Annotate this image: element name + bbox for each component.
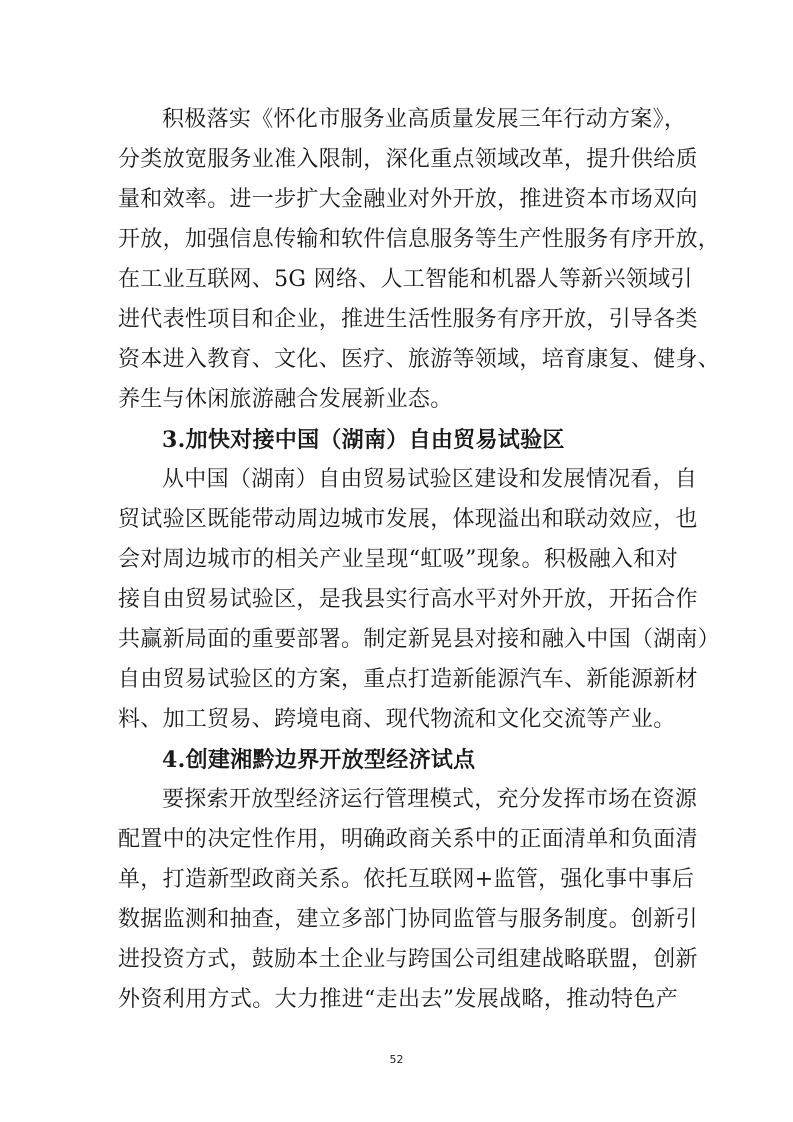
paragraph-line: 配置中的决定性作用，明确政商关系中的正面清单和负面清 [118, 827, 698, 852]
page-number: 52 [389, 1053, 404, 1066]
section-heading-3: 3.加快对接中国（湖南）自由贸易试验区 [162, 427, 565, 453]
paragraph-line: 分类放宽服务业准入限制，深化重点领域改革，提升供给质 [118, 147, 698, 172]
document-body [118, 100, 721, 1020]
paragraph-line: 料、加工贸易、跨境电商、现代物流和文化交流等产业。 [118, 707, 676, 732]
paragraph-line: 进代表性项目和企业，推进生活性服务有序开放，引导各类 [118, 307, 698, 332]
paragraph-line: 接自由贸易试验区，是我县实行高水平对外开放，开拓合作 [118, 587, 698, 612]
paragraph-line: 资本进入教育、文化、医疗、旅游等领域，培育康复、健身、 [118, 347, 721, 372]
paragraph-line: 开放，加强信息传输和软件信息服务等生产性服务有序开放， [118, 227, 721, 252]
paragraph-line: 数据监测和抽查，建立多部门协同监管与服务制度。创新引 [118, 907, 698, 932]
paragraph-line: 养生与休闲旅游融合发展新业态。 [118, 387, 453, 412]
paragraph-line: 从中国（湖南）自由贸易试验区建设和发展情况看，自 [162, 467, 698, 492]
paragraph-line: 要探索开放型经济运行管理模式，充分发挥市场在资源 [162, 787, 698, 812]
paragraph-line: 单，打造新型政商关系。依托互联网+监管，强化事中事后 [118, 867, 695, 892]
paragraph-line: 贸试验区既能带动周边城市发展，体现溢出和联动效应，也 [118, 507, 698, 532]
paragraph-line: 进投资方式，鼓励本土企业与跨国公司组建战略联盟，创新 [118, 947, 698, 972]
paragraph-line: 在工业互联网、5G 网络、人工智能和机器人等新兴领域引 [118, 267, 693, 292]
section-heading-4: 4.创建湘黔边界开放型经济试点 [162, 747, 476, 773]
paragraph-line: 量和效率。进一步扩大金融业对外开放，推进资本市场双向 [118, 187, 698, 212]
paragraph-line: 自由贸易试验区的方案，重点打造新能源汽车、新能源新材 [118, 667, 698, 692]
paragraph-line: 共赢新局面的重要部署。制定新晃县对接和融入中国（湖南） [118, 627, 721, 652]
paragraph-line: 会对周边城市的相关产业呈现“虹吸”现象。积极融入和对 [118, 547, 678, 572]
paragraph-line: 外资利用方式。大力推进“走出去”发展战略，推动特色产 [118, 987, 678, 1012]
paragraph-line: 积极落实《怀化市服务业高质量发展三年行动方案》， [162, 107, 687, 132]
